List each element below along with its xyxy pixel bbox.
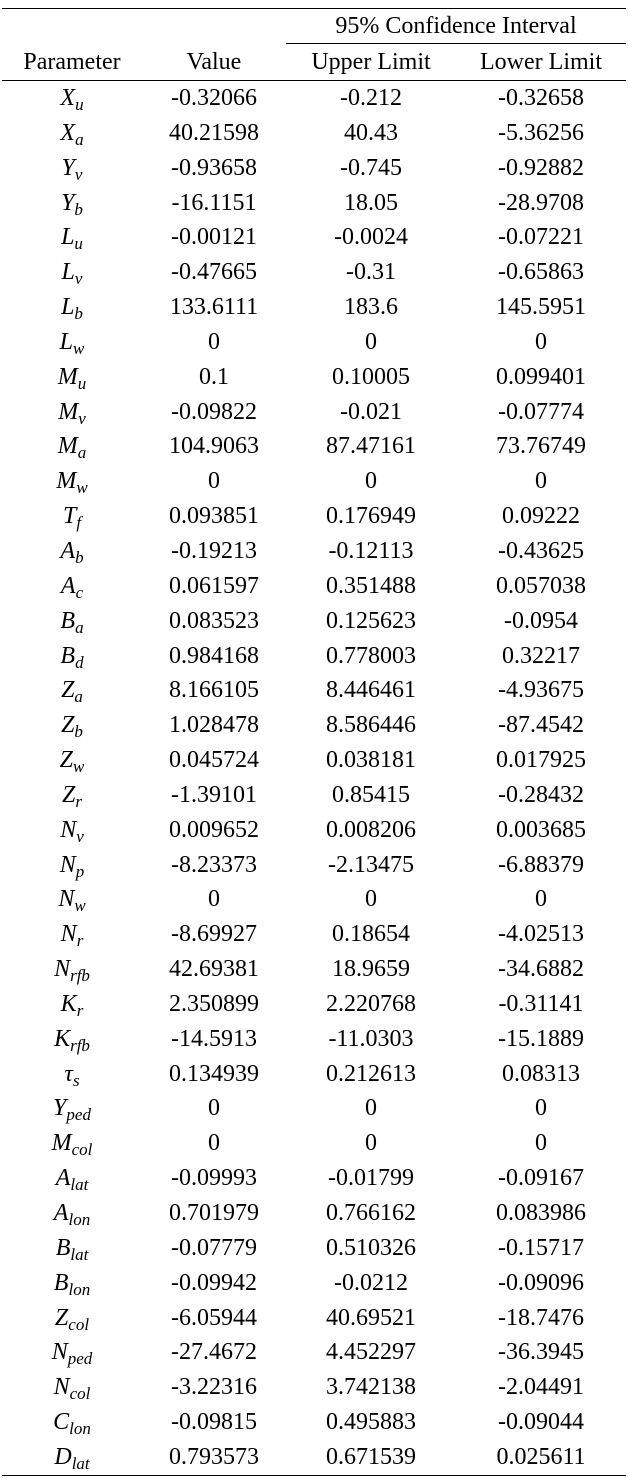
table-row bbox=[2, 464, 626, 499]
parameter-symbol bbox=[2, 360, 142, 395]
parameter-symbol bbox=[2, 290, 142, 325]
parameter-symbol bbox=[2, 1057, 142, 1092]
parameter-base: X bbox=[60, 119, 76, 146]
value-cell: -6.05944 bbox=[171, 1304, 257, 1331]
parameter-symbol bbox=[2, 604, 142, 639]
upper-limit-cell: 0.10005 bbox=[332, 363, 410, 390]
value-cell: -0.47665 bbox=[171, 259, 257, 286]
parameter-subscript: p bbox=[75, 861, 85, 881]
upper-limit-cell: -0.021 bbox=[340, 398, 402, 425]
table-row bbox=[2, 1161, 626, 1196]
upper-limit-cell: 0 bbox=[365, 1130, 377, 1157]
value-cell: 0.701979 bbox=[169, 1200, 259, 1226]
value-cell: -0.07779 bbox=[171, 1234, 257, 1261]
parameter-subscript: lon bbox=[68, 1210, 91, 1229]
parameter-symbol bbox=[2, 743, 142, 778]
lower-limit-cell: 145.5951 bbox=[496, 294, 586, 321]
upper-limit-cell: 0.176949 bbox=[326, 503, 416, 530]
table-row bbox=[2, 604, 626, 639]
upper-limit-cell: 0.212613 bbox=[326, 1060, 416, 1087]
upper-limit-cell: 3.742138 bbox=[326, 1374, 416, 1401]
upper-limit-cell: -2.13475 bbox=[328, 851, 414, 878]
parameter-symbol bbox=[2, 1126, 142, 1161]
lower-limit-cell: 0 bbox=[535, 1130, 547, 1157]
table-row bbox=[2, 813, 626, 848]
value-cell: 104.9063 bbox=[169, 433, 259, 460]
parameter-subscript: lat bbox=[71, 1453, 90, 1473]
column-header-upper-limit: Upper Limit bbox=[286, 44, 456, 81]
value-cell: -0.09942 bbox=[171, 1269, 257, 1296]
parameter-subscript: v bbox=[74, 164, 83, 184]
table-row bbox=[2, 255, 626, 290]
parameter-base: B bbox=[60, 642, 76, 669]
upper-limit-cell: -0.745 bbox=[340, 154, 402, 181]
parameter-subscript: v bbox=[74, 269, 83, 289]
value-cell: 0.1 bbox=[199, 363, 229, 390]
value-cell: -3.22316 bbox=[171, 1374, 257, 1401]
upper-limit-cell: 40.43 bbox=[344, 119, 398, 146]
lower-limit-cell: 0.025611 bbox=[456, 1440, 626, 1475]
parameter-symbol bbox=[2, 569, 142, 604]
parameter-base: N bbox=[58, 886, 75, 913]
parameter-base: Y bbox=[61, 154, 75, 181]
upper-limit-cell: 183.6 bbox=[344, 294, 398, 321]
parameter-subscript: u bbox=[77, 373, 87, 393]
table-row bbox=[2, 778, 626, 813]
table-row bbox=[2, 708, 626, 743]
lower-limit-cell: 0.099401 bbox=[496, 363, 586, 390]
value-cell: 0.061597 bbox=[169, 572, 259, 599]
value-cell: 0.045724 bbox=[169, 747, 259, 774]
parameter-subscript: ped bbox=[67, 1349, 93, 1369]
upper-limit-cell: -0.31 bbox=[346, 259, 396, 286]
upper-limit-cell: 0.18654 bbox=[332, 921, 410, 948]
empty-header-cell bbox=[142, 9, 286, 44]
upper-limit-cell: 0.85415 bbox=[332, 781, 410, 808]
lower-limit-cell: -4.02513 bbox=[498, 921, 584, 948]
parameter-symbol bbox=[2, 1091, 142, 1126]
table-row bbox=[2, 1370, 626, 1405]
value-cell: -8.23373 bbox=[171, 851, 257, 878]
lower-limit-cell: 0.017925 bbox=[496, 747, 586, 774]
upper-limit-cell: 0.495883 bbox=[326, 1409, 416, 1436]
parameter-subscript: lat bbox=[70, 1175, 89, 1195]
upper-limit-cell: 4.452297 bbox=[326, 1339, 416, 1366]
lower-limit-cell: -87.4542 bbox=[498, 712, 584, 739]
upper-limit-cell: 0.766162 bbox=[326, 1200, 416, 1226]
parameter-base: Z bbox=[59, 747, 73, 774]
upper-limit-cell: -0.0212 bbox=[334, 1269, 408, 1296]
table-row bbox=[2, 395, 626, 430]
value-cell: 0 bbox=[208, 886, 220, 913]
table-row bbox=[2, 987, 626, 1022]
parameter-base: L bbox=[61, 259, 75, 286]
value-cell: -0.09993 bbox=[171, 1165, 257, 1192]
table-row bbox=[2, 1266, 626, 1301]
value-cell: 133.6111 bbox=[169, 294, 259, 321]
parameter-symbol bbox=[2, 429, 142, 464]
upper-limit-cell: 40.69521 bbox=[326, 1304, 416, 1331]
upper-limit-cell: 18.05 bbox=[344, 189, 398, 216]
parameter-symbol bbox=[2, 1196, 142, 1231]
parameter-symbol bbox=[2, 952, 142, 987]
value-cell: -0.19213 bbox=[171, 537, 257, 564]
parameter-subscript: w bbox=[73, 338, 85, 358]
upper-limit-cell: 0.038181 bbox=[326, 747, 416, 774]
lower-limit-cell: -28.9708 bbox=[498, 189, 584, 216]
parameter-symbol bbox=[2, 116, 142, 151]
table-row bbox=[2, 186, 626, 221]
column-header-value: Value bbox=[142, 44, 286, 81]
value-cell: -16.1151 bbox=[171, 189, 257, 216]
parameter-subscript: col bbox=[68, 1314, 90, 1334]
table-row bbox=[2, 1231, 626, 1266]
lower-limit-cell: 0.32217 bbox=[502, 642, 580, 669]
lower-limit-cell: -5.36256 bbox=[498, 119, 584, 146]
parameter-subscript: s bbox=[72, 1070, 80, 1090]
upper-limit-cell: 0 bbox=[365, 328, 377, 355]
table-row bbox=[2, 1022, 626, 1057]
table-row bbox=[2, 534, 626, 569]
parameter-base: Z bbox=[61, 712, 75, 739]
parameter-base: Z bbox=[54, 1304, 69, 1331]
parameter-subscript: v bbox=[78, 408, 86, 428]
table-row bbox=[2, 848, 626, 883]
parameter-subscript: col bbox=[69, 1384, 91, 1404]
upper-limit-cell: -0.0024 bbox=[334, 224, 408, 251]
parameter-subscript: rfb bbox=[70, 966, 90, 986]
table-row bbox=[2, 290, 626, 325]
table-row bbox=[2, 81, 626, 116]
parameter-symbol bbox=[2, 151, 142, 186]
parameter-subscript: v bbox=[76, 826, 84, 846]
parameter-base: A bbox=[60, 537, 76, 564]
value-cell: 0 bbox=[208, 328, 220, 355]
parameter-symbol bbox=[2, 499, 142, 534]
value-cell: -0.32066 bbox=[171, 85, 257, 111]
parameter-symbol bbox=[2, 325, 142, 360]
value-cell: -1.39101 bbox=[171, 781, 257, 808]
table-row bbox=[2, 151, 626, 186]
parameter-symbol bbox=[2, 1405, 142, 1440]
parameter-subscript: r bbox=[75, 791, 82, 811]
lower-limit-cell: -15.1889 bbox=[498, 1025, 584, 1052]
parameter-subscript: w bbox=[73, 757, 85, 777]
table-row bbox=[2, 325, 626, 360]
parameter-base: Y bbox=[53, 1095, 67, 1122]
parameter-base: M bbox=[51, 1130, 72, 1157]
parameter-base: M bbox=[56, 468, 77, 495]
table-row bbox=[2, 1301, 626, 1336]
parameter-subscript: u bbox=[75, 95, 84, 114]
value-cell: 42.69381 bbox=[169, 956, 259, 983]
lower-limit-cell: 0.09222 bbox=[502, 503, 580, 530]
parameter-subscript: r bbox=[76, 1000, 84, 1020]
value-cell: -0.93658 bbox=[171, 154, 257, 181]
lower-limit-cell: -34.6882 bbox=[498, 956, 584, 983]
upper-limit-cell: 0 bbox=[365, 468, 377, 495]
value-cell: 0 bbox=[208, 1095, 220, 1122]
parameter-subscript: r bbox=[76, 931, 84, 951]
lower-limit-cell: -0.43625 bbox=[498, 537, 584, 564]
table-row bbox=[2, 673, 626, 708]
parameter-symbol bbox=[2, 1370, 142, 1405]
parameter-symbol bbox=[2, 395, 142, 430]
upper-limit-cell: -0.12113 bbox=[328, 537, 414, 564]
parameter-base: L bbox=[61, 294, 75, 321]
parameter-subscript: col bbox=[71, 1140, 93, 1160]
parameter-subscript: b bbox=[74, 304, 83, 324]
parameter-subscript: w bbox=[74, 896, 86, 916]
parameter-base: X bbox=[60, 85, 76, 111]
parameter-base: D bbox=[54, 1443, 72, 1470]
upper-limit-cell: -0.212 bbox=[340, 85, 402, 111]
parameter-base: A bbox=[55, 1165, 71, 1192]
upper-limit-cell: 0 bbox=[365, 886, 377, 913]
lower-limit-cell: 73.76749 bbox=[496, 433, 586, 460]
table-row bbox=[2, 1405, 626, 1440]
value-cell: 40.21598 bbox=[169, 119, 259, 146]
value-cell: 0.134939 bbox=[169, 1060, 259, 1087]
lower-limit-cell: -0.0954 bbox=[504, 607, 578, 634]
parameter-subscript: b bbox=[74, 722, 83, 742]
parameter-symbol bbox=[2, 464, 142, 499]
lower-limit-cell: -4.93675 bbox=[498, 677, 584, 704]
parameter-symbol bbox=[2, 220, 142, 255]
lower-limit-cell: -0.09096 bbox=[498, 1269, 584, 1296]
parameter-base: Y bbox=[61, 189, 75, 216]
parameter-symbol bbox=[2, 1301, 142, 1336]
lower-limit-cell: 0.083986 bbox=[496, 1200, 586, 1226]
table-row bbox=[2, 429, 626, 464]
value-cell: 2.350899 bbox=[169, 990, 259, 1017]
parameter-base: L bbox=[59, 328, 73, 355]
group-header-row bbox=[2, 9, 626, 44]
parameter-base: L bbox=[61, 224, 75, 251]
lower-limit-cell: -0.07221 bbox=[498, 224, 584, 251]
parameter-symbol bbox=[2, 1022, 142, 1057]
table-row bbox=[2, 1196, 626, 1231]
lower-limit-cell: -0.32658 bbox=[498, 85, 584, 111]
lower-limit-cell: -0.31141 bbox=[498, 990, 584, 1017]
parameter-subscript: f bbox=[76, 513, 82, 533]
parameter-base: N bbox=[60, 921, 77, 948]
table-body bbox=[2, 81, 626, 1476]
table-row bbox=[2, 1440, 626, 1475]
parameter-base: Z bbox=[61, 677, 75, 704]
parameter-table bbox=[2, 8, 626, 1476]
parameter-symbol bbox=[2, 848, 142, 883]
lower-limit-cell: 0 bbox=[535, 468, 547, 495]
value-cell: 0.083523 bbox=[169, 607, 259, 634]
parameter-base: K bbox=[60, 990, 77, 1017]
parameter-subscript: c bbox=[75, 582, 84, 602]
parameter-subscript: d bbox=[75, 652, 84, 672]
value-cell: -14.5913 bbox=[171, 1025, 257, 1052]
column-header-row bbox=[2, 44, 626, 81]
upper-limit-cell: 0.778003 bbox=[326, 642, 416, 669]
lower-limit-cell: -2.04491 bbox=[498, 1374, 584, 1401]
table-row bbox=[2, 917, 626, 952]
table-row bbox=[2, 952, 626, 987]
lower-limit-cell: -0.28432 bbox=[498, 781, 584, 808]
lower-limit-cell: 0.08313 bbox=[502, 1060, 580, 1087]
lower-limit-cell: 0.057038 bbox=[496, 572, 586, 599]
upper-limit-cell: -11.0303 bbox=[328, 1025, 414, 1052]
parameter-base: N bbox=[59, 851, 76, 878]
table-row bbox=[2, 1091, 626, 1126]
upper-limit-cell: 0.125623 bbox=[326, 607, 416, 634]
lower-limit-cell: 0 bbox=[535, 886, 547, 913]
value-cell: -8.69927 bbox=[171, 921, 257, 948]
parameter-base: N bbox=[51, 1339, 68, 1366]
lower-limit-cell: 0 bbox=[535, 1095, 547, 1122]
upper-limit-cell: -0.01799 bbox=[328, 1165, 414, 1192]
lower-limit-cell: -0.65863 bbox=[498, 259, 584, 286]
value-cell: -0.09822 bbox=[171, 398, 257, 425]
lower-limit-cell: 0.003685 bbox=[496, 816, 586, 843]
empty-header-cell bbox=[2, 9, 142, 44]
parameter-base: A bbox=[60, 572, 76, 599]
upper-limit-cell: 0.671539 bbox=[286, 1440, 456, 1475]
parameter-symbol bbox=[2, 708, 142, 743]
parameter-base: τ bbox=[64, 1060, 73, 1087]
lower-limit-cell: -0.15717 bbox=[498, 1234, 584, 1261]
parameter-base: M bbox=[58, 398, 79, 425]
parameter-symbol bbox=[2, 1335, 142, 1370]
parameter-subscript: lat bbox=[70, 1244, 89, 1264]
value-cell: -27.4672 bbox=[171, 1339, 257, 1366]
lower-limit-cell: -0.92882 bbox=[498, 154, 584, 181]
table-row bbox=[2, 220, 626, 255]
parameter-base: Z bbox=[62, 781, 76, 808]
value-cell: 8.166105 bbox=[169, 677, 259, 704]
value-cell: 1.028478 bbox=[169, 712, 259, 739]
parameter-subscript: a bbox=[77, 443, 87, 463]
table-row bbox=[2, 1126, 626, 1161]
parameter-symbol bbox=[2, 1266, 142, 1301]
lower-limit-cell: 0 bbox=[535, 328, 547, 355]
parameter-base: N bbox=[53, 1374, 70, 1401]
parameter-subscript: a bbox=[74, 687, 83, 707]
parameter-symbol bbox=[2, 673, 142, 708]
upper-limit-cell: 0.008206 bbox=[326, 816, 416, 843]
value-cell: 0 bbox=[208, 1130, 220, 1157]
value-cell: -0.00121 bbox=[171, 224, 257, 251]
lower-limit-cell: -18.7476 bbox=[498, 1304, 584, 1331]
parameter-base: C bbox=[53, 1409, 70, 1436]
value-cell: 0.009652 bbox=[169, 816, 259, 843]
parameter-symbol bbox=[2, 639, 142, 674]
lower-limit-cell: -0.09044 bbox=[498, 1409, 584, 1436]
upper-limit-cell: 0.510326 bbox=[326, 1234, 416, 1261]
parameter-symbol bbox=[2, 882, 142, 917]
parameter-base: T bbox=[62, 503, 77, 530]
parameter-subscript: b bbox=[74, 199, 83, 219]
parameter-subscript: rfb bbox=[70, 1035, 90, 1055]
upper-limit-cell: 87.47161 bbox=[326, 433, 416, 460]
parameter-symbol bbox=[2, 186, 142, 221]
parameter-symbol bbox=[2, 255, 142, 290]
upper-limit-cell: 8.446461 bbox=[326, 677, 416, 704]
table-row bbox=[2, 743, 626, 778]
table-row bbox=[2, 499, 626, 534]
column-header-lower-limit: Lower Limit bbox=[456, 44, 626, 81]
confidence-interval-header: 95% Confidence Interval bbox=[286, 9, 626, 44]
value-cell: 0 bbox=[208, 468, 220, 495]
lower-limit-cell: -0.07774 bbox=[498, 398, 584, 425]
table-row bbox=[2, 639, 626, 674]
table-row bbox=[2, 569, 626, 604]
table-row bbox=[2, 360, 626, 395]
upper-limit-cell: 2.220768 bbox=[326, 990, 416, 1017]
parameter-subscript: w bbox=[76, 478, 88, 498]
parameter-symbol bbox=[2, 1231, 142, 1266]
upper-limit-cell: 0 bbox=[365, 1095, 377, 1122]
parameter-symbol bbox=[2, 1161, 142, 1196]
parameter-symbol bbox=[2, 1440, 142, 1475]
parameter-symbol bbox=[2, 813, 142, 848]
parameter-symbol bbox=[2, 534, 142, 569]
parameter-base: M bbox=[57, 433, 78, 460]
parameter-base: A bbox=[53, 1200, 69, 1226]
parameter-base: K bbox=[54, 1025, 71, 1052]
table-row bbox=[2, 116, 626, 151]
parameter-base: M bbox=[57, 363, 78, 390]
parameter-subscript: a bbox=[75, 617, 84, 637]
parameter-subscript: a bbox=[75, 129, 84, 149]
upper-limit-cell: 0.351488 bbox=[326, 572, 416, 599]
column-header-parameter: Parameter bbox=[2, 44, 142, 81]
value-cell: 0.984168 bbox=[169, 642, 259, 669]
parameter-base: B bbox=[53, 1269, 69, 1296]
parameter-subscript: lon bbox=[69, 1419, 91, 1439]
lower-limit-cell: -36.3945 bbox=[498, 1339, 584, 1366]
table-row bbox=[2, 882, 626, 917]
parameter-symbol bbox=[2, 778, 142, 813]
parameter-symbol bbox=[2, 917, 142, 952]
parameter-subscript: lon bbox=[68, 1279, 91, 1299]
parameter-base: N bbox=[60, 816, 77, 843]
parameter-symbol bbox=[2, 987, 142, 1022]
upper-limit-cell: 18.9659 bbox=[332, 956, 410, 983]
parameter-base: N bbox=[54, 956, 71, 983]
parameter-symbol bbox=[2, 81, 142, 116]
upper-limit-cell: 8.586446 bbox=[326, 712, 416, 739]
lower-limit-cell: -0.09167 bbox=[498, 1165, 584, 1192]
value-cell: 0.793573 bbox=[142, 1440, 286, 1475]
table-row bbox=[2, 1057, 626, 1092]
parameter-subscript: b bbox=[75, 547, 84, 567]
table-row bbox=[2, 1335, 626, 1370]
parameter-subscript: ped bbox=[66, 1105, 91, 1125]
parameter-base: B bbox=[60, 607, 76, 634]
parameter-base: B bbox=[55, 1234, 71, 1261]
lower-limit-cell: -6.88379 bbox=[498, 851, 584, 878]
parameter-subscript: u bbox=[74, 234, 83, 254]
value-cell: -0.09815 bbox=[171, 1409, 257, 1436]
value-cell: 0.093851 bbox=[169, 503, 259, 530]
